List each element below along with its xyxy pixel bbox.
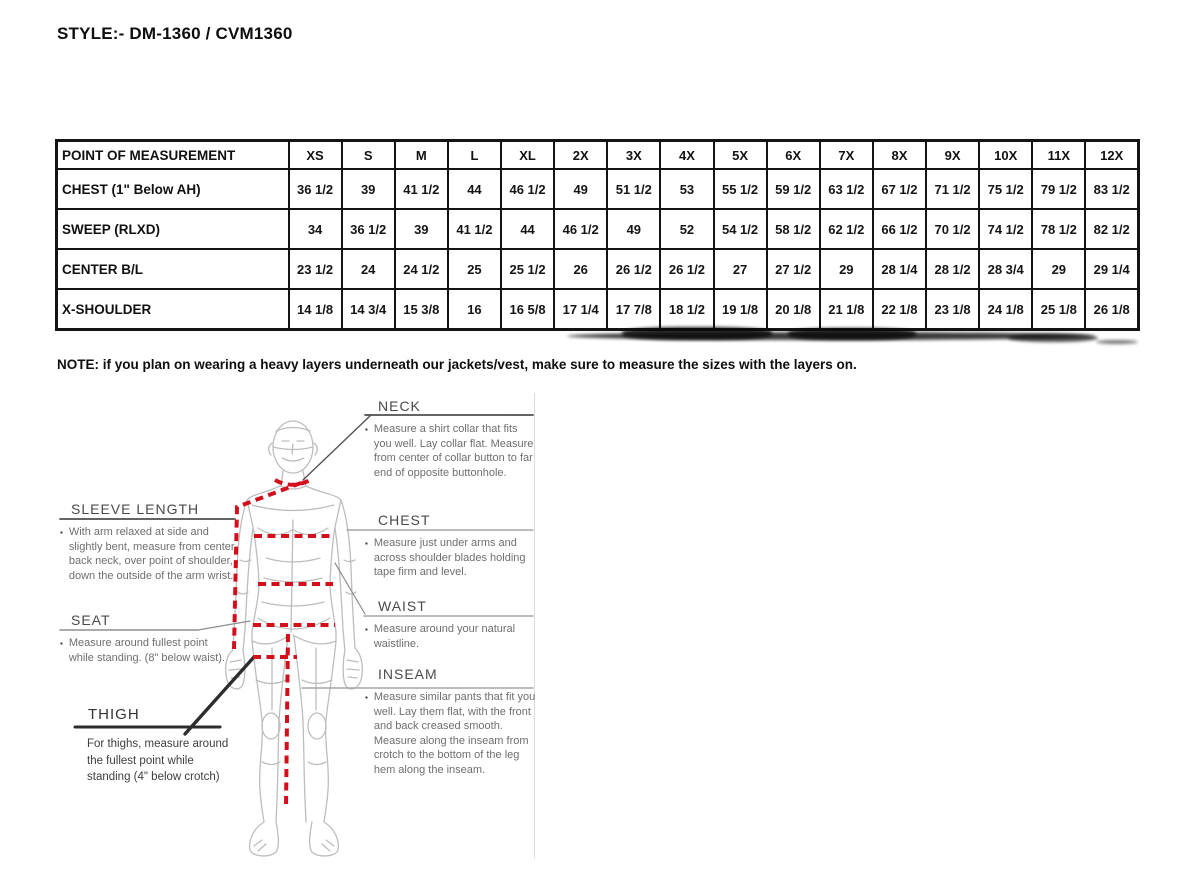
section-inseam [365,666,541,777]
size-value: 78 1/2 [1032,209,1085,249]
size-value: 14 1/8 [289,289,342,330]
table-row [57,249,1139,289]
size-value: 36 1/2 [289,169,342,209]
size-value: 41 1/2 [448,209,501,249]
size-column-header: 2X [554,141,607,170]
size-value: 36 1/2 [342,209,395,249]
size-value: 22 1/8 [873,289,926,330]
measurement-lines [234,479,335,806]
section-sleeve-length-text: With arm relaxed at side and slightly bent, measure from center back neck, over point of shoulder, down the outside of the arm wrist. [68,526,235,582]
size-value: 19 1/8 [714,289,767,330]
size-value: 75 1/2 [979,169,1032,209]
size-value: 28 1/4 [873,249,926,289]
page-title: STYLE:- DM-1360 / CVM1360 [57,24,293,43]
size-value: 27 [714,249,767,289]
size-value: 24 [342,249,395,289]
size-value: 46 1/2 [554,209,607,249]
size-column-header: 11X [1032,141,1085,170]
scan-smudge [788,328,916,340]
size-value: 53 [660,169,713,209]
bullet-icon: ▪ [365,539,368,548]
section-chest-title: CHEST [378,512,431,528]
size-value: 25 [448,249,501,289]
size-column-header: 7X [820,141,873,170]
size-value: 20 1/8 [767,289,820,330]
size-column-header: 10X [979,141,1032,170]
section-chest-text: Measure just under arms and across shoulder blades holding tape firm and level. [373,537,526,579]
section-sleeve-length [60,501,240,583]
sleeve-measure-line [234,483,301,649]
size-value: 26 1/8 [1085,289,1138,330]
size-measurement-table [55,139,1140,331]
size-value: 63 1/2 [820,169,873,209]
size-value: 24 1/2 [395,249,448,289]
inseam-measure-line [286,634,288,806]
table-row [57,209,1139,249]
size-value: 39 [395,209,448,249]
size-value: 16 [448,289,501,330]
size-value: 26 1/2 [607,249,660,289]
row-label: X-SHOULDER [57,289,289,330]
section-neck [365,398,537,480]
section-neck-title: NECK [378,398,421,414]
size-value: 39 [342,169,395,209]
table-row [57,289,1139,330]
scan-smudge [1008,334,1098,342]
size-value: 44 [501,209,554,249]
size-column-header: XS [289,141,342,170]
size-column-header: S [342,141,395,170]
size-value: 29 1/4 [1085,249,1138,289]
size-value: 21 1/8 [820,289,873,330]
size-value: 17 1/4 [554,289,607,330]
size-column-header: 8X [873,141,926,170]
size-value: 66 1/2 [873,209,926,249]
size-column-header: XL [501,141,554,170]
table-header-row [57,141,1139,170]
size-value: 44 [448,169,501,209]
size-value: 27 1/2 [767,249,820,289]
size-value: 54 1/2 [714,209,767,249]
section-thigh [75,706,240,786]
size-value: 25 1/8 [1032,289,1085,330]
size-value: 70 1/2 [926,209,979,249]
point-of-measurement-header: POINT OF MEASUREMENT [57,141,289,170]
size-value: 49 [607,209,660,249]
size-column-header: 4X [660,141,713,170]
size-value: 52 [660,209,713,249]
size-column-header: L [448,141,501,170]
section-waist-text: Measure around your natural waistline. [373,623,516,650]
size-value: 79 1/2 [1032,169,1085,209]
section-inseam-title: INSEAM [378,666,438,682]
size-value: 41 1/2 [395,169,448,209]
section-sleeve-length-title: SLEEVE LENGTH [71,501,200,517]
size-value: 15 3/8 [395,289,448,330]
size-value: 34 [289,209,342,249]
size-value: 28 1/2 [926,249,979,289]
size-value: 46 1/2 [501,169,554,209]
size-value: 23 1/2 [289,249,342,289]
size-value: 82 1/2 [1085,209,1138,249]
size-value: 29 [1032,249,1085,289]
section-waist-title: WAIST [378,598,427,614]
size-value: 17 7/8 [607,289,660,330]
bullet-icon: ▪ [60,528,63,537]
size-value: 29 [820,249,873,289]
size-value: 55 1/2 [714,169,767,209]
size-column-header: M [395,141,448,170]
scan-smudge [1096,340,1138,344]
section-seat-text: Measure around fullest point while standing. (8" below waist). [68,637,225,664]
section-chest [365,512,537,580]
table-row [57,169,1139,209]
size-column-header: 6X [767,141,820,170]
section-seat-title: SEAT [71,612,111,628]
scan-smudge [622,327,772,340]
size-value: 58 1/2 [767,209,820,249]
size-value: 18 1/2 [660,289,713,330]
size-column-header: 5X [714,141,767,170]
size-column-header: 12X [1085,141,1138,170]
section-thigh-title: THIGH [88,706,140,723]
section-waist [365,598,537,651]
size-value: 71 1/2 [926,169,979,209]
size-value: 24 1/8 [979,289,1032,330]
size-value: 62 1/2 [820,209,873,249]
size-value: 26 1/2 [660,249,713,289]
bullet-icon: ▪ [365,693,368,702]
size-column-header: 3X [607,141,660,170]
size-value: 28 3/4 [979,249,1032,289]
size-value: 25 1/2 [501,249,554,289]
size-value: 67 1/2 [873,169,926,209]
bullet-icon: ▪ [365,425,368,434]
size-value: 49 [554,169,607,209]
size-value: 14 3/4 [342,289,395,330]
note-text: NOTE: if you plan on wearing a heavy layers underneath our jackets/vest, make sure to measure the sizes with the layers on. [57,357,857,372]
mannequin-figure [226,421,363,856]
size-value: 59 1/2 [767,169,820,209]
section-thigh-text: For thighs, measure around the fullest point while standing (4" below crotch) [87,738,229,784]
row-label: SWEEP (RLXD) [57,209,289,249]
neck-measure-line [275,479,312,485]
size-value: 74 1/2 [979,209,1032,249]
size-column-header: 9X [926,141,979,170]
size-value: 26 [554,249,607,289]
section-neck-text: Measure a shirt collar that fits you well. Lay collar flat. Measure from center of collar button to far end of opposite buttonhole. [373,423,534,479]
row-label: CHEST (1" Below AH) [57,169,289,209]
section-inseam-text: Measure similar pants that fit you well. Lay them flat, with the front and back creased smooth. Measure along the inseam from crotch to the bottom of the leg hem along the inseam. [373,691,536,776]
size-value: 16 5/8 [501,289,554,330]
size-value: 23 1/8 [926,289,979,330]
row-label: CENTER B/L [57,249,289,289]
bullet-icon: ▪ [60,639,63,648]
size-value: 51 1/2 [607,169,660,209]
bullet-icon: ▪ [365,625,368,634]
section-seat [60,612,232,665]
size-value: 83 1/2 [1085,169,1138,209]
